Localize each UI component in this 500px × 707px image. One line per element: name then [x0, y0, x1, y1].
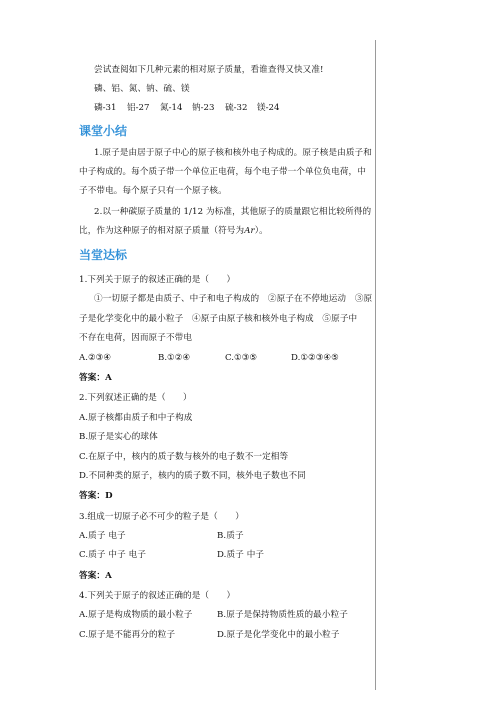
- summary-p2-line1: 2.以一种碳原子质量的 1/12 为标准，其他原子的质量跟它相比较所得的: [94, 207, 372, 217]
- q1-line2: 子是化学变化中的最小粒子 ④原子由原子核和核外电子构成 ⑤原子中: [79, 314, 358, 324]
- answer-label: 答案：: [79, 373, 106, 383]
- q3-option: C.质子 中子 电子: [79, 550, 147, 560]
- mass-item: 镁-24: [257, 103, 280, 113]
- practice-heading: 当堂达标: [79, 248, 128, 262]
- summary-p2-text: 比，作为这种原子的相对原子质量（符号为: [79, 226, 245, 236]
- mass-item: 氮-14: [160, 103, 183, 113]
- summary-p1-line3: 子不带电。每个原子只有一个原子核。: [79, 186, 227, 196]
- q2-option: A.原子核都由质子和中子构成: [79, 413, 193, 423]
- relative-mass-symbol: Ar: [244, 226, 255, 236]
- intro-elements: 磷、铝、氮、钠、硫、镁: [94, 84, 190, 94]
- summary-p1-line1: 1.原子是由居于原子中心的原子核和核外电子构成的。原子核是由质子和: [94, 148, 372, 158]
- answer-value: A: [105, 571, 112, 581]
- q2-option: B.原子是实心的球体: [79, 432, 158, 442]
- q3-answer: [79, 571, 112, 582]
- intro-masses: [94, 103, 279, 114]
- q1-option: A.②③④: [79, 353, 112, 363]
- mass-item: 磷-31: [94, 103, 117, 113]
- summary-p2-line2: [79, 226, 268, 237]
- q4-option: B.原子是保持物质性质的最小粒子: [217, 610, 348, 620]
- q1-stem: 1.下列关于原子的叙述正确的是（ ）: [79, 275, 236, 285]
- q1-option: C.①③⑤: [225, 353, 258, 363]
- mass-item: 钠-23: [192, 103, 215, 113]
- q3-option: D.质子 中子: [217, 550, 265, 560]
- q3-option: B.质子: [217, 531, 244, 541]
- mass-item: 硫-32: [225, 103, 248, 113]
- q4-option: D.原子是化学变化中的最小粒子: [217, 630, 340, 640]
- summary-heading: 课堂小结: [79, 124, 128, 138]
- q1-line1: ①一切原子都是由质子、中子和电子构成的 ②原子在不停地运动 ③原: [94, 294, 373, 304]
- q4-option: A.原子是构成物质的最小粒子: [79, 610, 193, 620]
- q2-option: C.在原子中，核内的质子数与核外的电子数不一定相等: [79, 452, 289, 462]
- q2-option: D.不同种类的原子，核内的质子数不同，核外电子数也不同: [79, 471, 306, 481]
- answer-label: 答案：: [79, 491, 106, 501]
- answer-label: 答案：: [79, 571, 106, 581]
- q1-option: D.①②③④⑤: [291, 353, 339, 363]
- q4-option: C.原子是不能再分的粒子: [79, 630, 176, 640]
- margin-rule: [375, 40, 376, 690]
- summary-p2-end: ）。: [254, 226, 268, 236]
- answer-value: D: [105, 491, 113, 501]
- summary-p1-line2: 中子构成的。每个质子带一个单位正电荷，每个电子带一个单位负电荷，中: [79, 167, 366, 177]
- mass-item: 铝-27: [127, 103, 150, 113]
- q1-answer: [79, 373, 112, 384]
- q3-stem: 3.组成一切原子必不可少的粒子是（ ）: [79, 512, 244, 522]
- q2-answer: [79, 491, 113, 502]
- q1-line3: 不存在电荷，因而原子不带电: [79, 333, 193, 343]
- q4-stem: 4.下列关于原子的叙述正确的是（ ）: [79, 591, 236, 601]
- q1-options: [79, 353, 339, 364]
- intro-task: 尝试查阅如下几种元素的相对原子质量，看谁查得又快又准!: [94, 65, 324, 75]
- q3-option: A.质子 电子: [79, 531, 126, 541]
- q1-option: B.①②④: [158, 353, 191, 363]
- q2-stem: 2.下列叙述正确的是（ ）: [79, 393, 192, 403]
- answer-value: A: [105, 373, 112, 383]
